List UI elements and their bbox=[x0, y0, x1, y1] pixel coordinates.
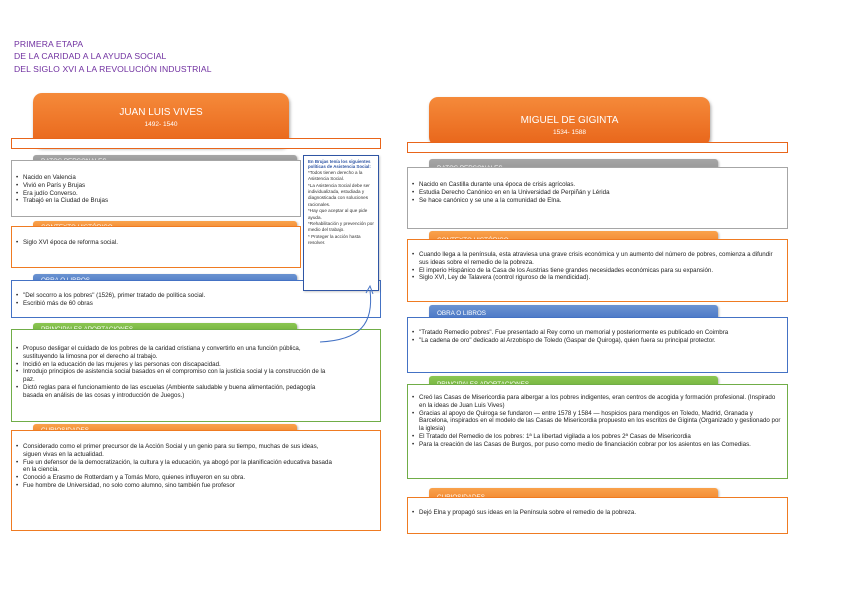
vives-contexto-box bbox=[11, 226, 301, 268]
giginta-dates: 1534- 1588 bbox=[553, 129, 586, 136]
list-item: • Nacido en Castilla durante una época de crisis agrícolas. bbox=[408, 181, 783, 189]
list-item: • Para la creación de las Casas de Burgos, por puso como medio de financiación cobrar por los asientos en las Comedias. bbox=[408, 441, 783, 449]
list-item: • Dejó Elna y propagó sus ideas en la Península sobre el remedio de la pobreza. bbox=[408, 509, 783, 517]
giginta-divider-box bbox=[407, 142, 788, 153]
giginta-datos-list bbox=[408, 181, 787, 204]
list-item: • Fue hombre de Universidad, no solo como alumno, sino también fue profesor bbox=[12, 482, 332, 490]
vives-name: JUAN LUIS VIVES bbox=[119, 107, 203, 118]
list-item: • Incidió en la educación de las mujeres y las personas con discapacidad. bbox=[12, 361, 327, 369]
vives-datos-list bbox=[12, 174, 300, 205]
list-item: • Dictó reglas para el funcionamiento de las escuelas (Ambiente saludable y buena alimentación, pedagogía basada en análisis de las cosas y introducción de Juegos.) bbox=[12, 384, 327, 400]
list-item: • Escribió más de 60 obras bbox=[12, 300, 376, 308]
giginta-curiosidades-box bbox=[407, 497, 788, 534]
vives-contexto-list bbox=[12, 239, 300, 247]
giginta-name: MIGUEL DE GIGINTA bbox=[520, 115, 619, 126]
list-item: • Propuso desligar el cuidado de los pobres de la caridad cristiana y convertirlo en una función pública, sustituyendo la limosna por el derecho al trabajo. bbox=[12, 345, 327, 361]
giginta-name-box bbox=[429, 97, 710, 146]
list-item: • El Tratado del Remedio de los pobres: 1ª La libertad vigilada a los pobres 2ª Casas de Misericordia bbox=[408, 433, 783, 441]
vives-dates: 1492- 1540 bbox=[144, 121, 178, 128]
list-item: • "Tratado Remedio pobres". Fue presentado al Rey como un memorial y posteriormente es publicado en Coimbra bbox=[408, 329, 783, 337]
note-line: * Proteger la acción hasta resolver. bbox=[308, 233, 361, 246]
list-item: • Considerado como el primer precursor de la Acción Social y un genio para su tiempo, muchas de sus ideas, siguen vivas en la actualidad. bbox=[12, 443, 332, 459]
title-line-1: PRIMERA ETAPA bbox=[14, 39, 84, 49]
giginta-obra-list bbox=[408, 329, 787, 345]
list-item: • Se hace canónico y se une a la comunidad de Elna. bbox=[408, 197, 783, 205]
giginta-obra-header: OBRA O LIBROS bbox=[429, 305, 718, 322]
list-item: • Fue un defensor de la democratización, la cultura y la educación, ya abogó por la planificación educativa basada en la ciencia. bbox=[12, 459, 332, 475]
note-line: *La Asistencia Social debe ser individualizada, estudiada y diagnosticada con soluciones racionales. bbox=[308, 182, 370, 207]
title-line-2: DE LA CARIDAD A LA AYUDA SOCIAL bbox=[14, 51, 167, 62]
vives-curiosidades-box bbox=[11, 430, 381, 531]
note-line: *Hay que aceptar al que pide ayuda. bbox=[308, 208, 368, 220]
list-item: • Estudia Derecho Canónico en en la Universidad de Perpiñán y Lérida bbox=[408, 189, 783, 197]
list-item: • Creó las Casas de Misericordia para albergar a los pobres indigentes, eran centros de acogida y formación profesional. (Inspirado en la ideas de Juan Luis Vives) bbox=[408, 394, 783, 410]
curved-arrow-icon bbox=[300, 284, 380, 346]
giginta-curiosidades-list bbox=[408, 509, 787, 517]
list-item: • Conoció a Erasmo de Rotterdam y a Tomás Moro, quienes influyeron en su obra. bbox=[12, 474, 332, 482]
vives-datos-box bbox=[11, 160, 301, 217]
list-item: • El imperio Hispánico de la Casa de los Austrias tiene grandes necesidades económicas para su expansión. bbox=[408, 267, 783, 275]
giginta-aportaciones-box bbox=[407, 384, 788, 479]
page-title bbox=[14, 38, 212, 75]
list-item: • "La cadena de oro" dedicado al Arzobispo de Toledo (Gaspar de Quiroga), quien fuera su principal protector. bbox=[408, 337, 783, 345]
list-item: • Gracias al apoyo de Quiroga se fundaron — entre 1578 y 1584 — hospicios para mendigos en Toledo, Madrid, Granada y Barcelona, inspirados en el modelo de las Casas de Misericordia propuesto en los escritos de Giginta (Organizado y gestionado por la iglesia) bbox=[408, 410, 783, 433]
list-item: • Siglo XVI época de reforma social. bbox=[12, 239, 296, 247]
giginta-contexto-box bbox=[407, 239, 788, 302]
giginta-contexto-list bbox=[408, 251, 787, 282]
giginta-obra-box bbox=[407, 317, 788, 373]
list-item: • Siglo XVI, Ley de Talavera (control riguroso de la mendicidad). bbox=[408, 274, 783, 282]
giginta-datos-box bbox=[407, 167, 788, 229]
giginta-aportaciones-list bbox=[408, 394, 787, 449]
list-item: • Cuando llega a la península, esta atraviesa una grave crisis económica y un aumento del número de pobres, comienza a difundir sus ideas sobre el remedio de la pobreza. bbox=[408, 251, 783, 267]
note-line: *Rehabilitación y prevención por medio del trabajo. bbox=[308, 221, 374, 233]
vives-aportaciones-list bbox=[12, 345, 331, 400]
vives-divider-box bbox=[11, 138, 381, 149]
title-line-3: DEL SIGLO XVI A LA REVOLUCIÓN INDUSTRIAL bbox=[14, 63, 212, 74]
list-item: • Era judío Converso. bbox=[12, 190, 296, 198]
list-item: • Introdujo principios de asistencia social basados en el compromiso con la justicia social y la construcción de la paz. bbox=[12, 368, 327, 384]
politicas-note-box bbox=[303, 155, 379, 291]
list-item: • Vivió en París y Brujas bbox=[12, 182, 296, 190]
list-item: • Trabajó en la Ciudad de Brujas bbox=[12, 197, 296, 205]
vives-curiosidades-list bbox=[12, 443, 336, 490]
note-title: En Brujas tenía los siguientes políticas de Asistencia Social: bbox=[308, 159, 371, 170]
list-item: • "Del socorro a los pobres" (1526), primer tratado de política social. bbox=[12, 292, 376, 300]
list-item: • Nacido en Valencia bbox=[12, 174, 296, 182]
note-line: *Todos tienen derecho a la Asistencia Social. bbox=[308, 169, 363, 182]
